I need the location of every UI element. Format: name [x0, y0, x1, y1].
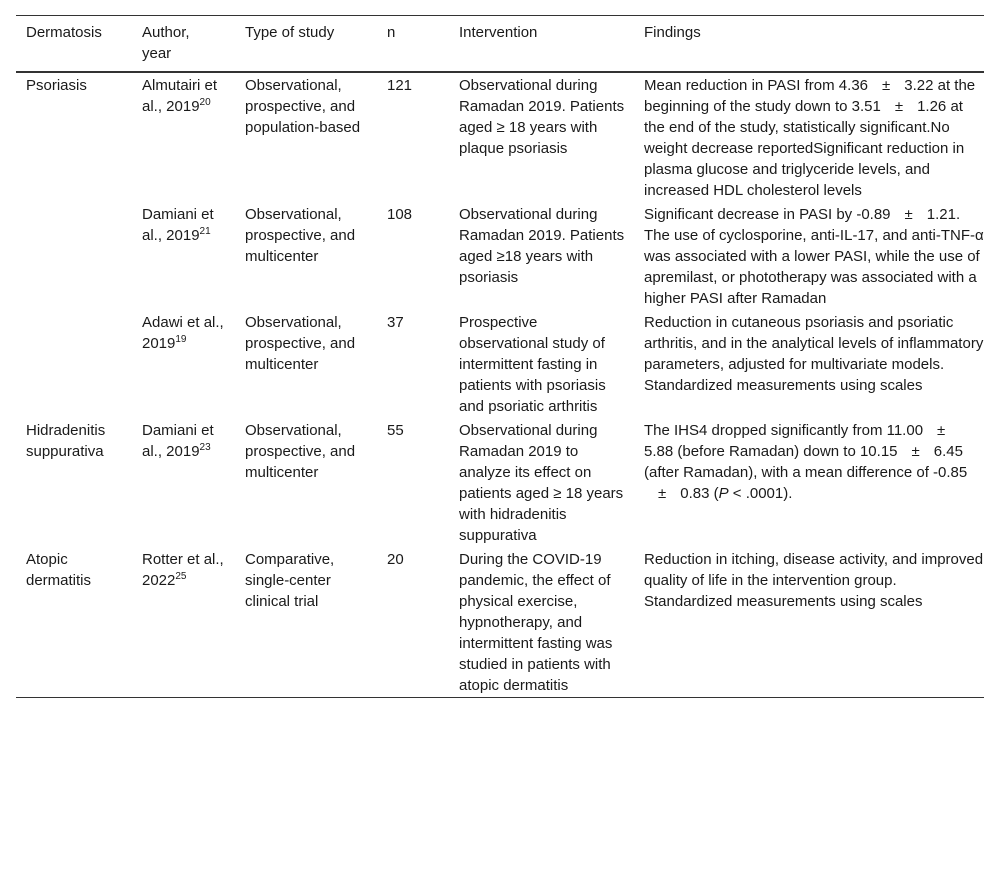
- findings-text: Mean reduction in PASI from 4.36: [644, 77, 869, 94]
- cell-dermatosis: [16, 202, 142, 310]
- table-row: [16, 547, 984, 698]
- author-text: Almutairi et al., 2019: [142, 77, 218, 115]
- cell-dermatosis: Atopic dermatitis: [26, 551, 92, 589]
- reference-number: 20: [199, 97, 211, 108]
- findings-text: 1.26 at the end of the study, statistically significant.No weight decrease reportedSignificant reduction in plasma glucose and triglyceride levels, and increased HDL cholesterol levels: [644, 98, 965, 199]
- cell-author: [142, 547, 245, 698]
- author-text: Damiani et al., 2019: [142, 206, 214, 244]
- cell-n: 37: [387, 314, 404, 331]
- plus-minus: ±: [658, 485, 667, 502]
- cell-intervention: Observational during Ramadan 2019. Patients aged ≥ 18 years with plaque psoriasis: [459, 77, 625, 157]
- cell-n: 20: [387, 551, 404, 568]
- findings-text: 3.22 at the beginning of the study down to 3.51: [644, 77, 976, 115]
- cell-author: [142, 310, 245, 418]
- cell-findings: [644, 418, 984, 547]
- cell-type: Observational, prospective, and multicenter: [245, 422, 356, 481]
- plus-minus: ±: [911, 443, 920, 460]
- cell-type: Observational, prospective, and multicenter: [245, 314, 356, 373]
- header-dermatosis: Dermatosis: [26, 24, 102, 41]
- reference-number: 25: [175, 571, 187, 582]
- cell-intervention: Observational during Ramadan 2019 to analyze its effect on patients aged ≥ 18 years with hidradenitis suppurativa: [459, 422, 624, 544]
- header-type-of-study: Type of study: [245, 24, 335, 41]
- cell-author: [142, 418, 245, 547]
- table-row: [16, 72, 984, 202]
- cell-findings: [644, 547, 984, 698]
- cell-n: 108: [387, 206, 413, 223]
- cell-type: Comparative, single-center clinical trial: [245, 551, 335, 610]
- author-text: Rotter et al., 2022: [142, 551, 224, 589]
- findings-text: Significant decrease in PASI by -0.89: [644, 206, 891, 223]
- plus-minus: ±: [894, 98, 904, 115]
- cell-author: [142, 72, 245, 202]
- cell-type: Observational, prospective, and population-based: [245, 77, 361, 136]
- studies-table: [16, 15, 984, 698]
- plus-minus: ±: [882, 77, 891, 94]
- table-row: [16, 418, 984, 547]
- plus-minus: ±: [937, 422, 946, 439]
- findings-text: 6.45 (after Ramadan), with a mean difference of -0.85: [644, 443, 968, 481]
- cell-findings: [644, 310, 984, 418]
- findings-text: Reduction in itching, disease activity, and improved quality of life in the intervention group. Standardized measurements using scales: [644, 551, 984, 610]
- cell-intervention: Prospective observational study of intermittent fasting in patients with psoriasis and psoriatic arthritis: [459, 314, 606, 415]
- cell-dermatosis: [16, 310, 142, 418]
- findings-text: Reduction in cutaneous psoriasis and psoriatic arthritis, and in the analytical levels of inflammatory parameters, adjusted for multivariate models. Standardized measurements using scales: [644, 314, 984, 394]
- cell-dermatosis: Psoriasis: [26, 77, 87, 94]
- plus-minus: ±: [904, 206, 913, 223]
- cell-findings: [644, 72, 984, 202]
- p-value-label: P: [718, 485, 729, 502]
- cell-type: Observational, prospective, and multicenter: [245, 206, 356, 265]
- studies-table-container: [16, 15, 984, 698]
- author-text: Damiani et al., 2019: [142, 422, 214, 460]
- findings-text: The IHS4 dropped significantly from 11.00: [644, 422, 924, 439]
- findings-text: < .0001).: [728, 485, 793, 502]
- table-row: [16, 310, 984, 418]
- table-row: [16, 202, 984, 310]
- reference-number: 21: [199, 226, 211, 237]
- header-findings: Findings: [644, 24, 701, 41]
- table-header-row: [16, 16, 984, 73]
- findings-text: 5.88 (before Ramadan) down to 10.15: [644, 443, 898, 460]
- cell-author: [142, 202, 245, 310]
- header-n: n: [387, 24, 396, 41]
- cell-intervention: Observational during Ramadan 2019. Patients aged ≥18 years with psoriasis: [459, 206, 625, 286]
- header-intervention: Intervention: [459, 24, 538, 41]
- findings-text: 1.21. The use of cyclosporine, anti-IL-17, and anti-TNF-α was associated with a lower PASI, while the use of apremilast, or phototherapy was associated with a higher PASI after Ramadan: [644, 206, 984, 307]
- author-text: Adawi et al., 2019: [142, 314, 224, 352]
- cell-dermatosis: Hidradenitis suppurativa: [26, 422, 106, 460]
- findings-text: 0.83 (: [680, 485, 719, 502]
- cell-n: 55: [387, 422, 404, 439]
- reference-number: 23: [199, 442, 211, 453]
- cell-findings: [644, 202, 984, 310]
- cell-intervention: During the COVID-19 pandemic, the effect of physical exercise, hypnotherapy, and intermittent fasting was studied in patients with atopic dermatitis: [459, 551, 613, 694]
- reference-number: 19: [175, 334, 187, 345]
- cell-n: 121: [387, 77, 413, 94]
- header-author-year: Author, year: [142, 24, 190, 62]
